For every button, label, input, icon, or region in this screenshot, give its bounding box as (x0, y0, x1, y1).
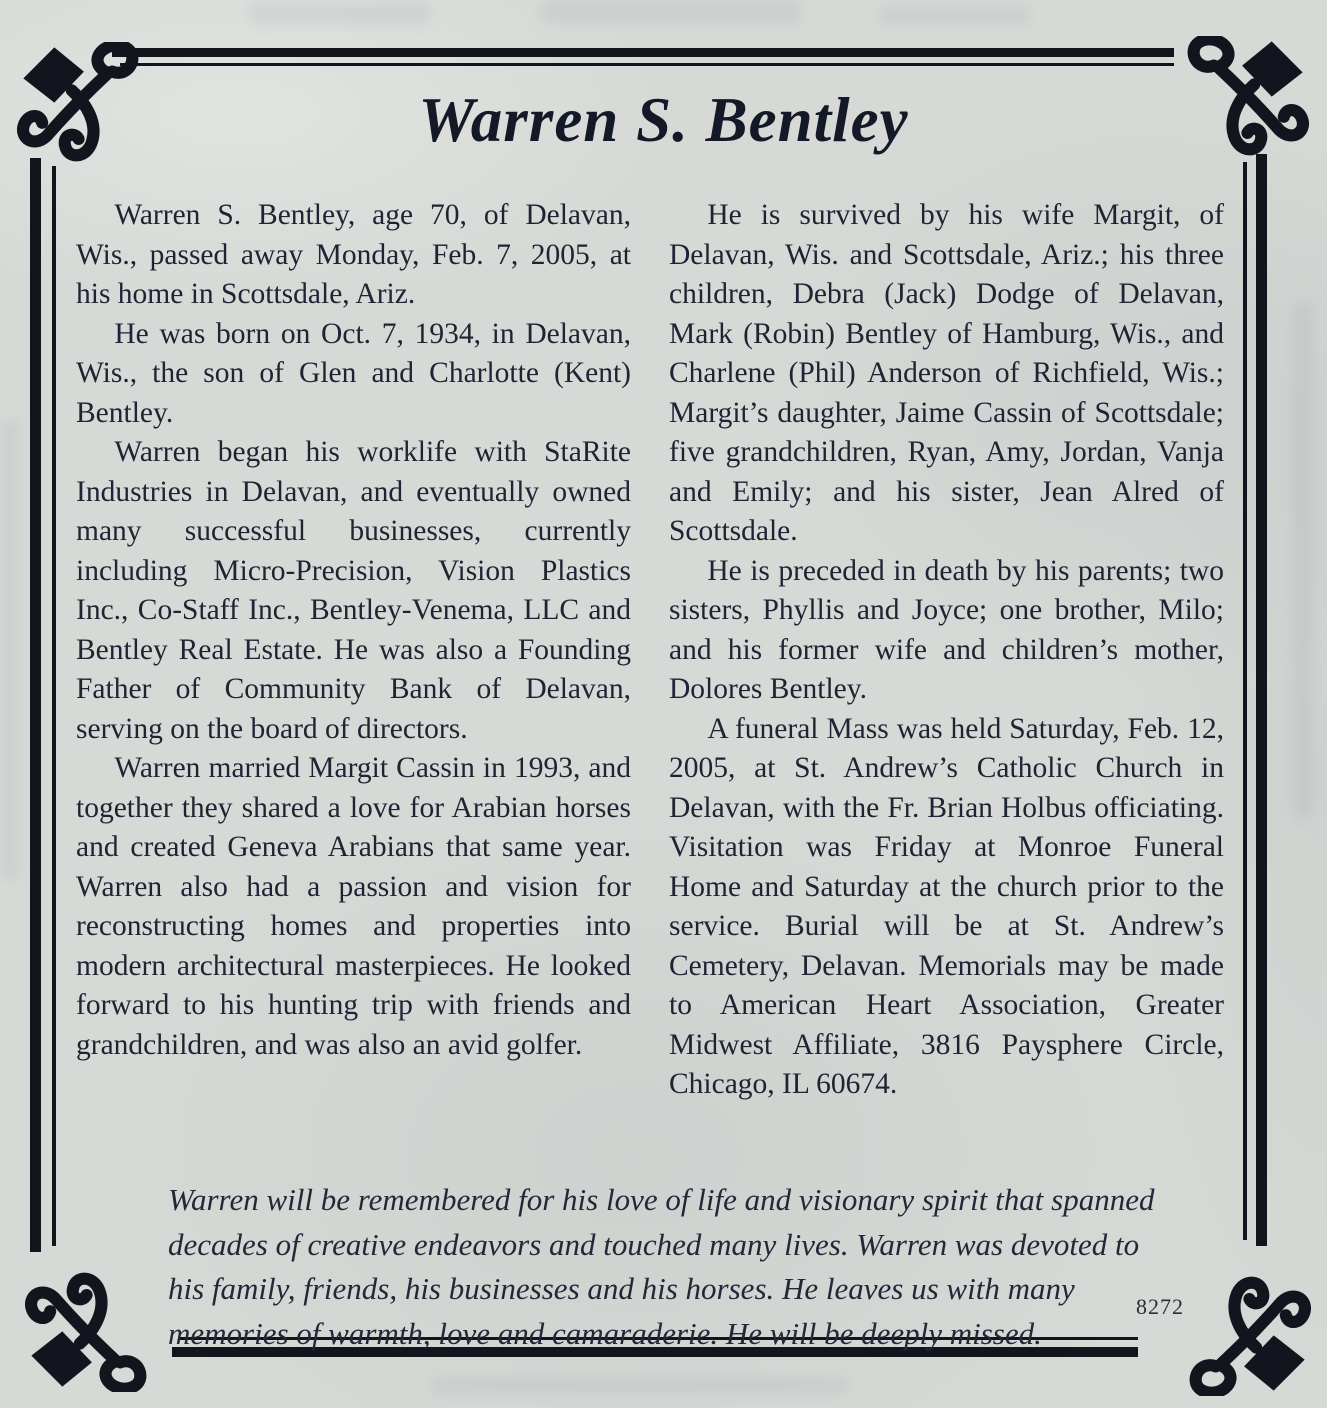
bleedthrough-smudge (540, 0, 800, 24)
tribute-text: Warren will be remembered for his love of life and visionary spirit that spanned decades of creative endeavors and touched many lives. Warren was devoted to his family, friends, his businesses and his horses. He leaves us with many memories of warmth, love and camaraderie. He will be deeply missed. (168, 1182, 1155, 1351)
left-column (76, 196, 631, 1105)
paragraph: A funeral Mass was held Saturday, Feb. 12, 2005, at St. Andrew’s Catholic Church in Delavan, with the Fr. Brian Holbus officiating. Visitation was Friday at Monroe Funeral Home and Saturday at the church prior to the service. Burial will be at St. Andrew’s Cemetery, Delavan. Memorials may be made to American Heart Association, Greater Midwest Affiliate, 3816 Paysphere Circle, Chicago, IL 60674. (669, 712, 1224, 1100)
paragraph: He is preceded in death by his parents; two sisters, Phyllis and Joyce; one brother, Milo; and his former wife and children’s mother, Dolores Bentley. (669, 554, 1224, 705)
frame-rule-left-thick (30, 158, 41, 1252)
bleedthrough-smudge (1292, 300, 1314, 820)
frame-rule-right-thin (1243, 162, 1247, 1240)
paragraph: He was born on Oct. 7, 1934, in Delavan, Wis., the son of Glen and Charlotte (Kent) Bentley. (76, 317, 631, 429)
bleedthrough-smudge (430, 1378, 850, 1394)
bleedthrough-smudge (2, 420, 18, 880)
frame-rule-left-thin (52, 166, 56, 1246)
obituary-body (76, 196, 1224, 1105)
obituary-title: Warren S. Bentley (418, 85, 909, 155)
paragraph: Warren married Margit Cassin in 1993, and together they shared a love for Arabian horses and created Geneva Arabians that same year. Warren also had a passion and vision for reconstructing homes and properties into modern architectural masterpieces. He looked forward to his hunting trip with friends and grandchildren, and was also an avid golfer. (76, 752, 631, 1061)
paragraph: Warren S. Bentley, age 70, of Delavan, Wis., passed away Monday, Feb. 7, 2005, at his home in Scottsdale, Ariz. (76, 199, 631, 310)
clipping-number: 8272 (1136, 1294, 1184, 1319)
bleedthrough-smudge (880, 6, 1030, 24)
frame-rule-right-thick (1256, 154, 1267, 1246)
bleedthrough-smudge (250, 4, 430, 24)
right-column (669, 196, 1224, 1105)
paragraph: Warren began his worklife with StaRite Industries in Delavan, and eventually owned many successful businesses, currently including Micro-Precision, Vision Plastics Inc., Co-Staff Inc., Bentley-Venema, LLC and Bentley Real Estate. He was also a Founding Father of Community Bank of Delavan, serving on the board of directors. (76, 436, 631, 745)
corner-fleuron-icon (24, 1252, 176, 1392)
frame-rule-top-thin (120, 63, 1174, 66)
frame-rule-top-thick (112, 48, 1174, 57)
corner-fleuron-icon (1160, 1256, 1312, 1396)
paragraph: He is survived by his wife Margit, of Delavan, Wis. and Scottsdale, Ariz.; his three children, Debra (Jack) Dodge of Delavan, Mark (Robin) Bentley of Hamburg, Wis., and Charlene (Phil) Anderson of Richfield, Wis.; Margit’s daughter, Jaime Cassin of Scottsdale; five grandchildren, Ryan, Amy, Jordan, Vanja and Emily; and his sister, Jean Alred of Scottsdale. (669, 199, 1224, 547)
